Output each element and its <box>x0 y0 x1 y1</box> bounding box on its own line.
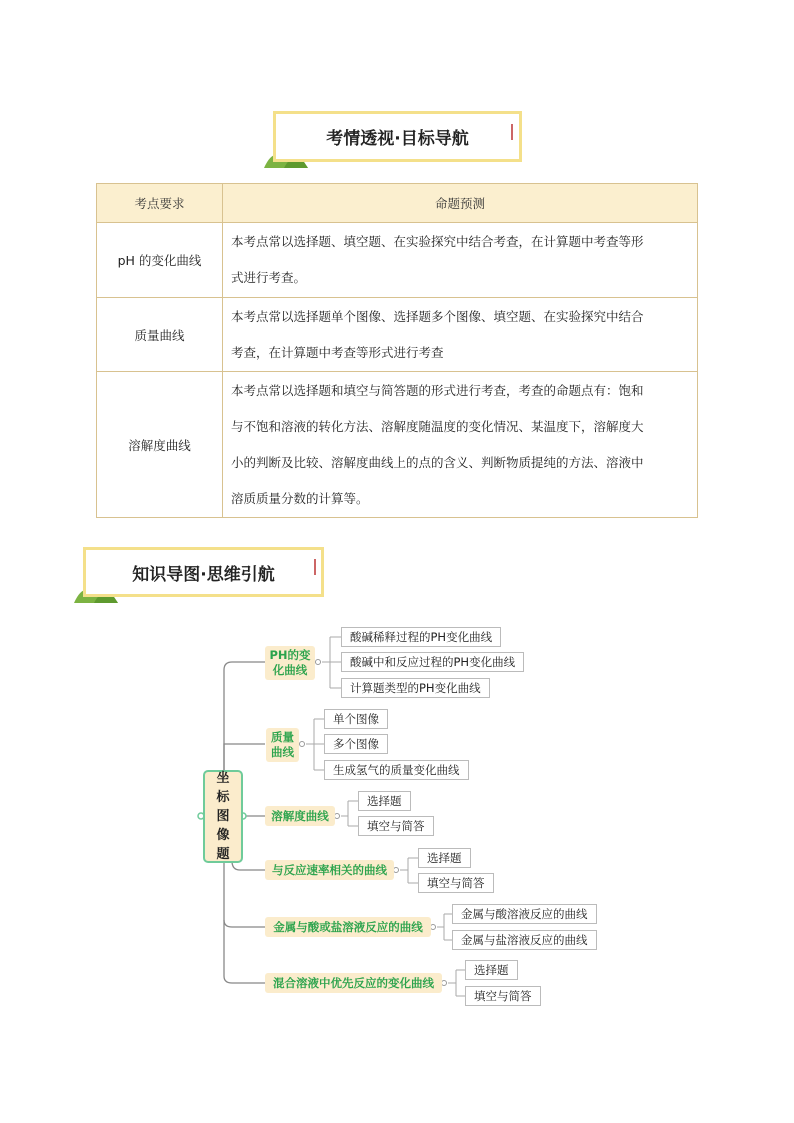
mindmap-leaf: 填空与简答 <box>358 816 434 836</box>
mindmap-leaf: 选择题 <box>418 848 471 868</box>
prediction-line: 本考点常以选择题、填空题、在实验探究中结合考查，在计算题中考查等形 <box>231 234 644 249</box>
mindmap-leaf: 金属与盐溶液反应的曲线 <box>452 930 597 950</box>
prediction-line: 考查，在计算题中考查等形式进行考查 <box>231 344 444 360</box>
table-topic: 质量曲线 <box>97 298 223 372</box>
mindmap-root-label: 坐标图像题 <box>216 771 230 862</box>
section-title-text: 知识导图·思维引航 <box>132 564 275 585</box>
mindmap-leaf: 金属与酸溶液反应的曲线 <box>452 904 597 924</box>
mindmap-leaf: 多个图像 <box>324 734 388 754</box>
mindmap-leaf: 选择题 <box>465 960 518 980</box>
mindmap-leaf: 计算题类型的PH变化曲线 <box>341 678 490 698</box>
mindmap-branch <box>266 728 299 762</box>
table-topic: 溶解度曲线 <box>97 372 223 518</box>
branch-label: 与反应速率相关的曲线 <box>272 862 387 877</box>
mindmap-branch <box>265 860 394 880</box>
branch-label: PH的变化曲线 <box>269 648 311 677</box>
branch-label: 混合溶液中优先反应的变化曲线 <box>273 975 434 990</box>
branch-label: 质量曲线 <box>271 730 294 759</box>
table-topic: pH 的变化曲线 <box>97 223 223 298</box>
mindmap-branch <box>265 806 335 826</box>
table-header: 考点要求 <box>97 184 223 223</box>
mindmap-leaf: 单个图像 <box>324 709 388 729</box>
section-title-text: 考情透视·目标导航 <box>326 129 469 149</box>
mindmap-leaf: 酸碱稀释过程的PH变化曲线 <box>341 627 501 647</box>
prediction-line: 式进行考查。 <box>231 270 307 285</box>
table-header: 命题预测 <box>223 184 698 223</box>
mindmap-leaf: 酸碱中和反应过程的PH变化曲线 <box>341 652 524 672</box>
mindmap-leaf: 生成氢气的质量变化曲线 <box>324 760 469 780</box>
prediction-line: 小的判断及比较、溶解度曲线上的点的含义、判断物质提纯的方法、溶液中 <box>231 454 644 470</box>
branch-label: 溶解度曲线 <box>271 808 329 823</box>
mindmap-branch <box>265 646 315 680</box>
mindmap-leaf: 填空与简答 <box>418 873 494 893</box>
prediction-line: 本考点常以选择题和填空与简答题的形式进行考查，考查的命题点有：饱和 <box>231 382 644 398</box>
mindmap-root <box>203 770 243 863</box>
prediction-line: 溶质质量分数的计算等。 <box>231 490 369 506</box>
prediction-line: 与不饱和溶液的转化方法、溶解度随温度的变化情况、某温度下，溶解度大 <box>231 418 644 434</box>
mindmap-leaf: 填空与简答 <box>465 986 541 1006</box>
mindmap-branch <box>265 973 442 993</box>
branch-label: 金属与酸或盐溶液反应的曲线 <box>273 919 423 934</box>
prediction-line: 本考点常以选择题单个图像、选择题多个图像、填空题、在实验探究中结合 <box>231 308 644 324</box>
mindmap-branch <box>265 917 431 937</box>
mindmap-leaf: 选择题 <box>358 791 411 811</box>
